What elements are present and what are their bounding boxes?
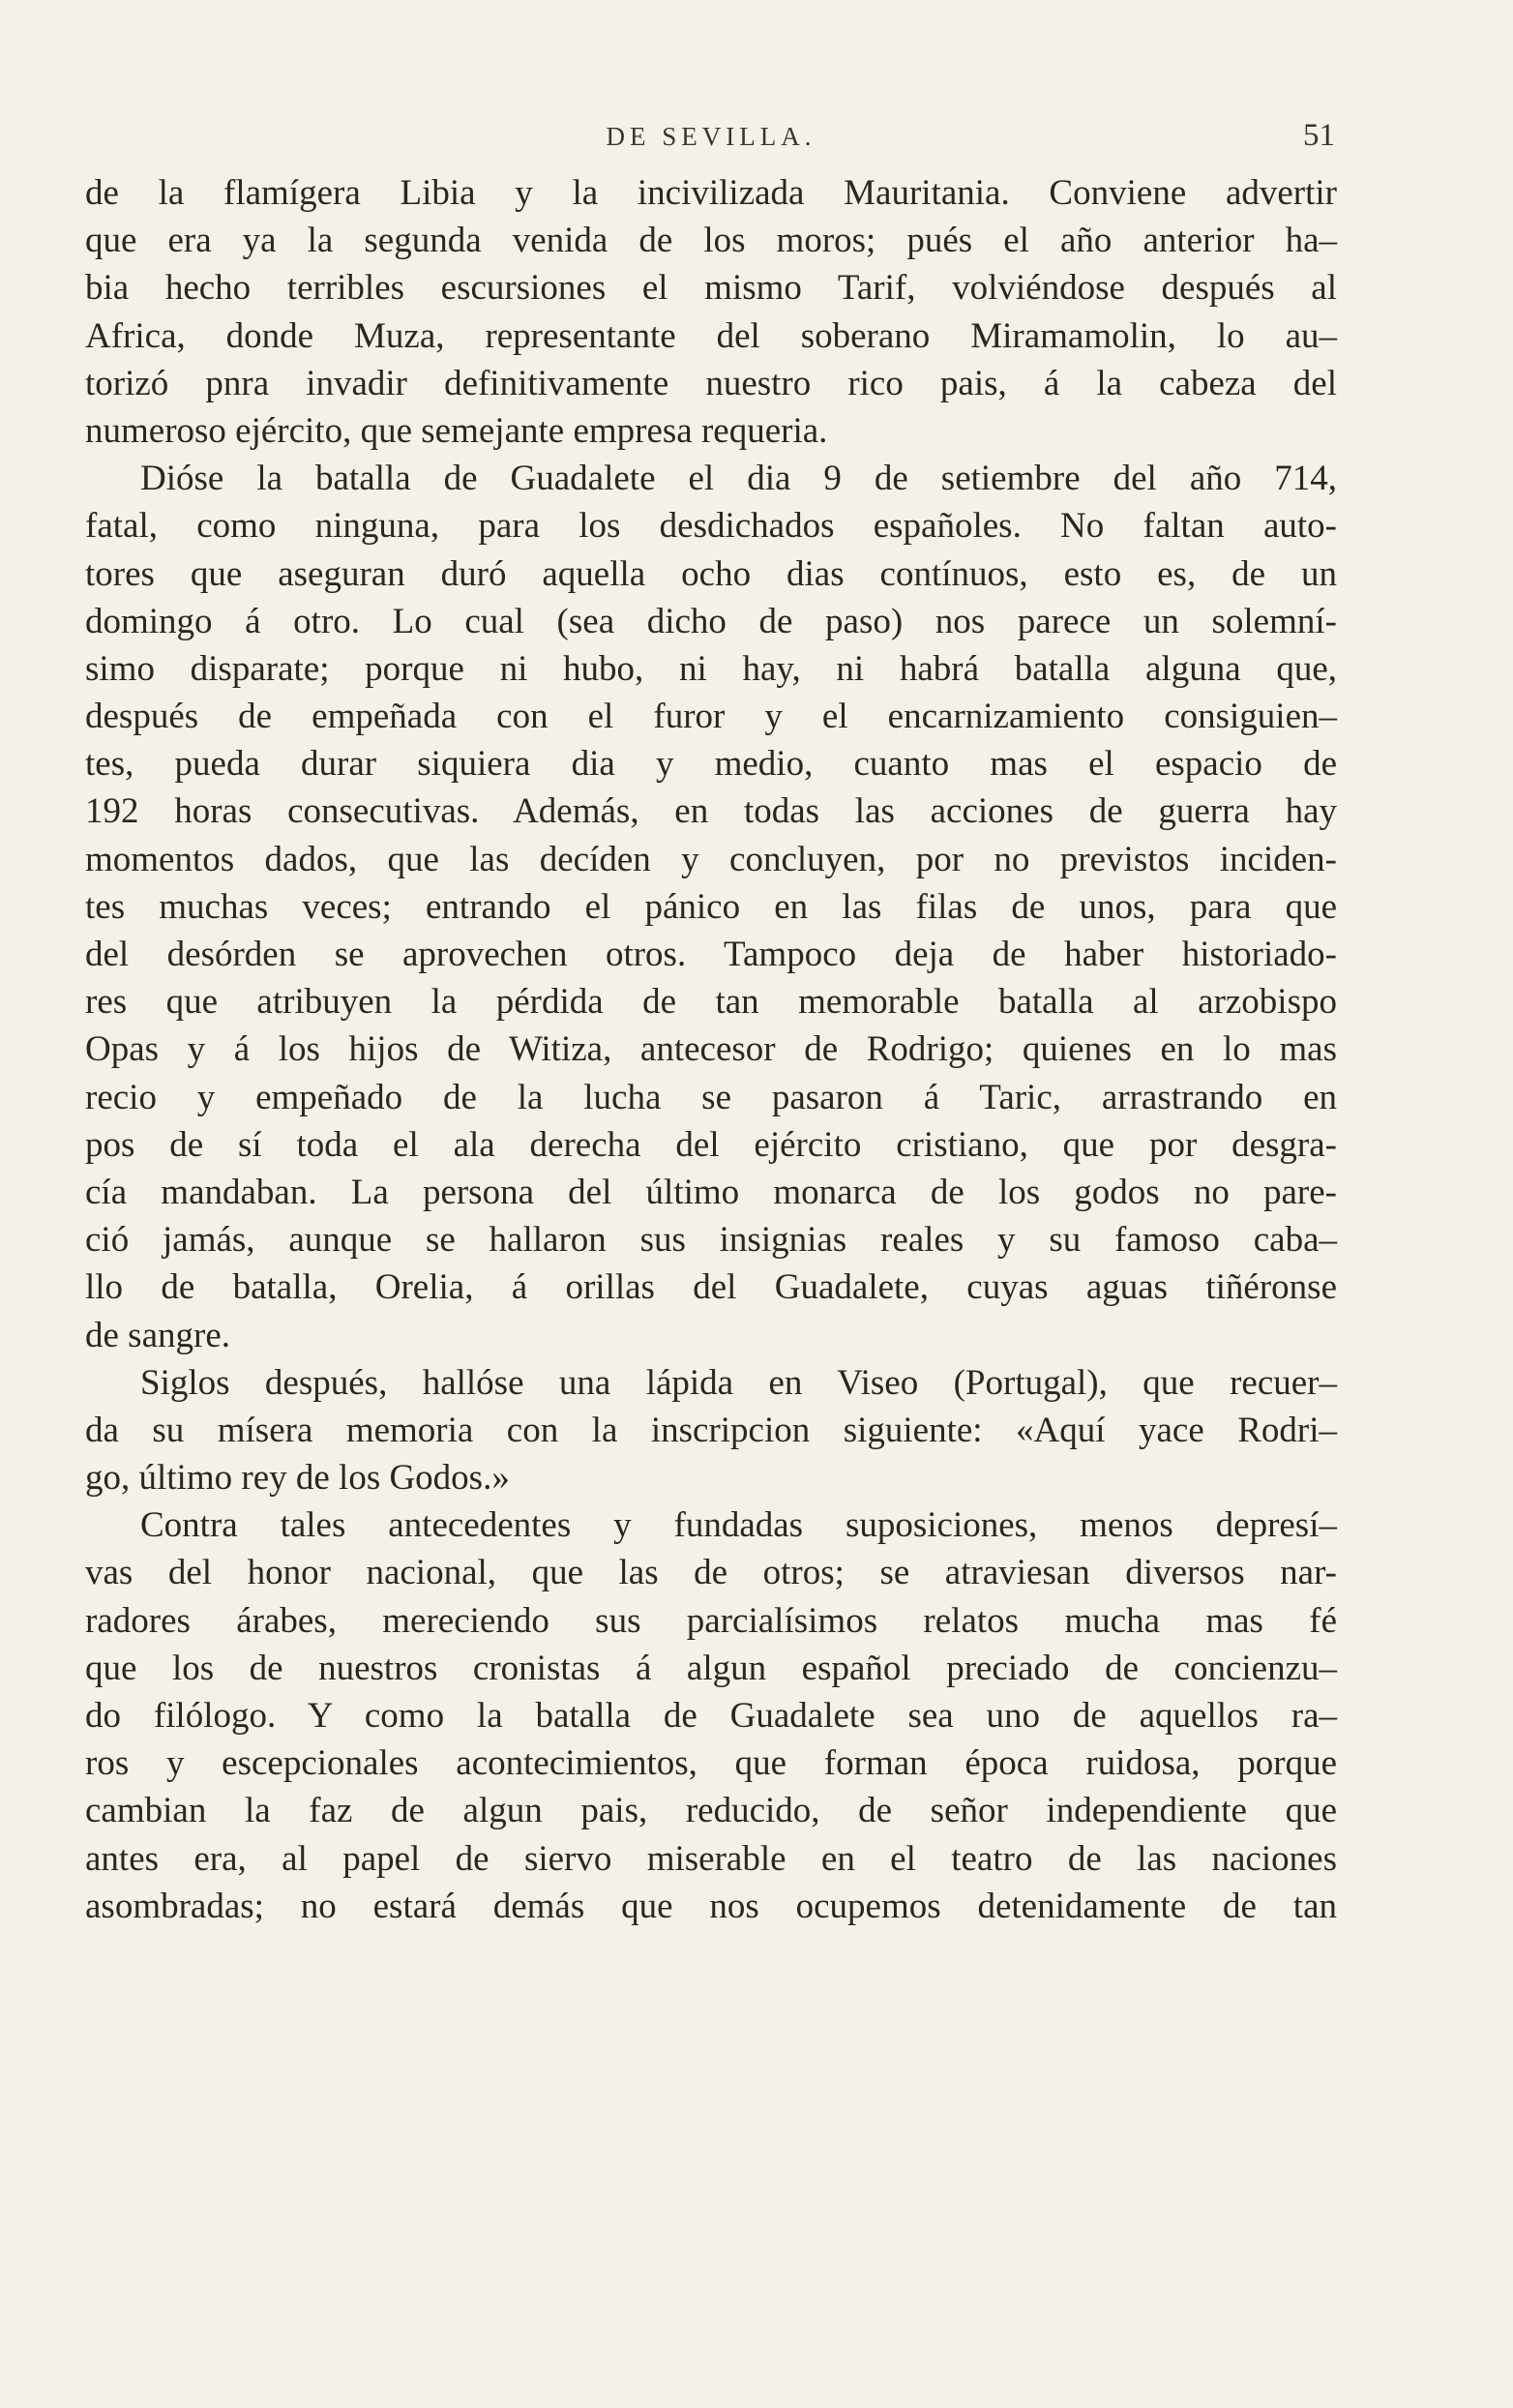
text-line: vas del honor nacional, que las de otros; se atraviesan diversos nar- xyxy=(85,1553,1337,1593)
text-line: Siglos después, hallóse una lápida en Viseo (Portugal), que recuer– xyxy=(140,1362,1337,1403)
text-line: Opas y á los hijos de Witiza, antecesor de Rodrigo; quienes en lo mas xyxy=(85,1029,1337,1070)
text-line: ció jamás, aunque se hallaron sus insignias reales y su famoso caba– xyxy=(85,1220,1337,1261)
text-line: domingo á otro. Lo cual (sea dicho de paso) nos parece un solemní- xyxy=(85,601,1337,641)
text-line: que los de nuestros cronistas á algun español preciado de concienzu– xyxy=(85,1648,1337,1688)
text-line: cambian la faz de algun pais, reducido, de señor independiente que xyxy=(85,1791,1337,1831)
text-line: de la flamígera Libia y la incivilizada Mauritania. Conviene advertir xyxy=(85,173,1337,213)
text-line: bia hecho terribles escursiones el mismo Tarif, volviéndose después al xyxy=(85,268,1337,309)
text-line: go, último rey de los Godos.» xyxy=(85,1458,510,1499)
text-line: llo de batalla, Orelia, á orillas del Guadalete, cuyas aguas tiñéronse xyxy=(85,1267,1337,1308)
text-line: momentos dados, que las decíden y concluyen, por no previstos inciden- xyxy=(85,839,1337,879)
text-line: 192 horas consecutivas. Además, en todas las acciones de guerra hay xyxy=(85,791,1337,832)
text-line: simo disparate; porque ni hubo, ni hay, ni habrá batalla alguna que, xyxy=(85,648,1337,689)
page-header xyxy=(85,118,1337,157)
text-line: después de empeñada con el furor y el encarnizamiento consiguien– xyxy=(85,697,1337,737)
text-line: cía mandaban. La persona del último monarca de los godos no pare- xyxy=(85,1172,1337,1212)
text-line: del desórden se aprovechen otros. Tampoco deja de haber historiado- xyxy=(85,935,1337,974)
text-line: de sangre. xyxy=(85,1315,230,1355)
text-line: numeroso ejército, que semejante empresa requeria. xyxy=(85,410,828,451)
text-line: da su mísera memoria con la inscripcion siguiente: «Aquí yace Rodri– xyxy=(85,1410,1337,1450)
text-line: res que atribuyen la pérdida de tan memorable batalla al arzobispo xyxy=(85,982,1337,1023)
text-line: que era ya la segunda venida de los moros; pués el año anterior ha– xyxy=(85,221,1337,261)
text-line: antes era, al papel de siervo miserable en el teatro de las naciones xyxy=(85,1838,1337,1879)
text-line: pos de sí toda el ala derecha del ejército cristiano, que por desgra- xyxy=(85,1124,1337,1165)
text-line: Dióse la batalla de Guadalete el dia 9 de setiembre del año 714, xyxy=(140,459,1337,499)
text-line: torizó pnra invadir definitivamente nuestro rico pais, á la cabeza del xyxy=(85,363,1337,403)
page-number: 51 xyxy=(1303,118,1335,153)
text-line: tes, pueda durar siquiera dia y medio, cuanto mas el espacio de xyxy=(85,744,1337,785)
running-head: DE SEVILLA. xyxy=(606,122,816,151)
text-line: fatal, como ninguna, para los desdichados españoles. No faltan auto- xyxy=(85,506,1337,547)
body-text xyxy=(85,169,1337,1930)
text-line: do filólogo. Y como la batalla de Guadalete sea uno de aquellos ra– xyxy=(85,1696,1337,1736)
text-line: Africa, donde Muza, representante del soberano Miramamolin, lo au– xyxy=(85,315,1337,356)
text-line: tes muchas veces; entrando el pánico en las filas de unos, para que xyxy=(85,886,1337,927)
text-line: radores árabes, mereciendo sus parcialísimos relatos mucha mas fé xyxy=(85,1600,1337,1641)
text-line: Contra tales antecedentes y fundadas suposiciones, menos depresí– xyxy=(140,1505,1337,1546)
text-line: asombradas; no estará demás que nos ocupemos detenidamente de tan xyxy=(85,1886,1337,1926)
text-line: ros y escepcionales acontecimientos, que forman época ruidosa, porque xyxy=(85,1743,1337,1784)
text-line: recio y empeñado de la lucha se pasaron á Taric, arrastrando en xyxy=(85,1077,1337,1117)
text-line: tores que aseguran duró aquella ocho dias contínuos, esto es, de un xyxy=(85,553,1337,594)
